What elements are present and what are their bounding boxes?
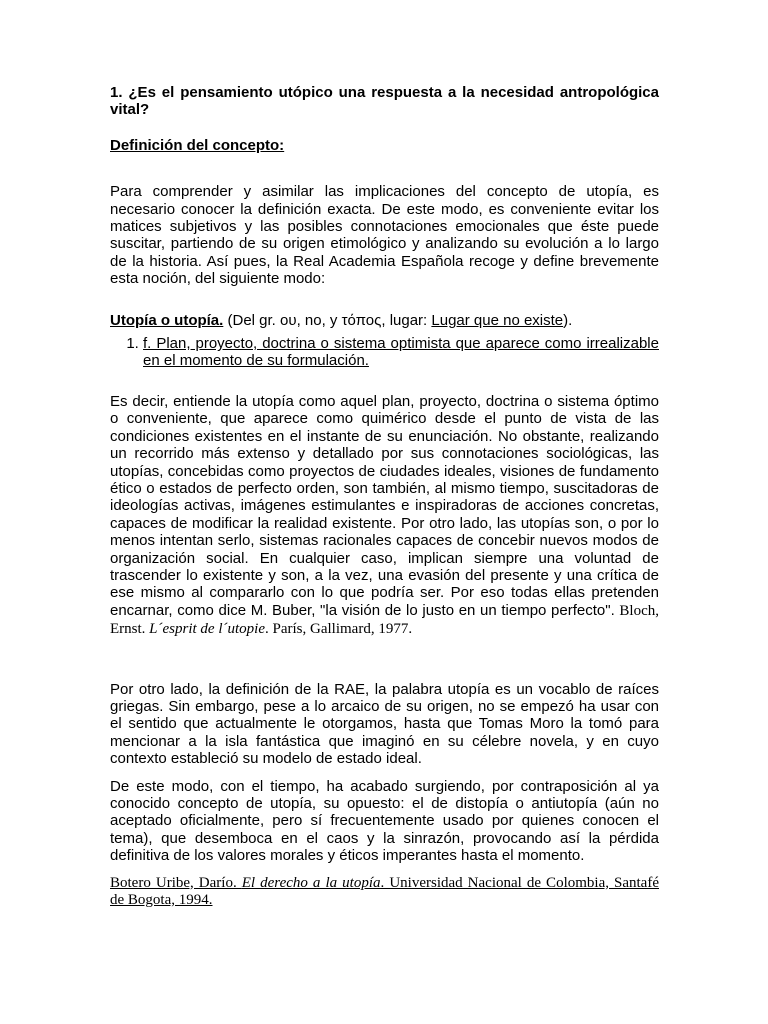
citation-botero-title: El derecho a la utopía — [241, 874, 381, 891]
paragraph-intro: Para comprender y asimilar las implicaciones del concepto de utopía, es necesario conocer la definición exacta. De este modo, es conveniente evitar los matices subjetivos y las posibles connotaciones emocionales que éste puede suscitar, partiendo de su origen etimológico y analizando su evolución a lo largo de la historia. Así pues, la Real Academia Española recoge y define brevemente esta noción, del siguiente modo: — [110, 183, 659, 288]
citation-bloch-title: L´esprit de l´utopie — [149, 621, 265, 638]
etymology-mid2: , lugar: — [381, 311, 432, 329]
paragraph-rae: Por otro lado, la definición de la RAE, la palabra utopía es un vocablo de raíces griegas. Sin embargo, pese a lo arcaico de su origen, no se empezó ha usar con el sentido que actualmente le otorgamos, hasta que Tomas Moro la tomó para mencionar a la isla fantástica que imaginó en su célebre novela, y en cuyo contexto estableció su modelo de estado ideal. — [110, 680, 659, 768]
citation-botero-author: Botero Uribe, Darío. — [110, 874, 242, 891]
etymology-open: (Del gr. — [227, 311, 281, 329]
dictionary-entry — [110, 312, 659, 329]
citation-botero — [110, 875, 659, 910]
dictionary-headword: Utopía o utopía. — [110, 311, 224, 329]
citation-botero-rest: . Universidad Nacional de Colombia, Santafé de Bogota, 1994. — [110, 874, 659, 909]
etymology-close: ). — [563, 311, 573, 329]
citation-bloch-rest: . París, Gallimard, 1977. — [265, 621, 413, 638]
dictionary-senses — [110, 335, 659, 370]
paragraph-explanation-text: Es decir, entiende la utopía como aquel plan, proyecto, doctrina o sistema óptimo o conveniente, que aparece como quimérico desde el punto de vista de las condiciones existentes en el instante de su enunciación. No obstante, realizando un recorrido más extenso y detallado por sus connotaciones sociológicas, las utopías, concebidas como proyectos de ciudades ideales, visiones de fundamento ético o estados de perfecto orden, son también, al mismo tiempo, suscitadoras de ideologías activas, imágenes estimulantes e inspiradoras de acciones concretas, capaces de modificar la realidad existente. Por otro lado, las utopías son, o por lo menos intentan serlo, sistemas racionales capaces de concebir nuevos modos de organización social. En cualquier caso, implican siempre una voluntad de trascender lo existente y son, a la vez, una evasión del presente y una crítica de ese mismo al compararlo con lo que podría ser. Por eso todas ellas pretenden encarnar, como dice M. Buber, "la visión de lo justo en un tiempo perfecto". — [110, 392, 659, 619]
etymology-mid: , no, y — [296, 311, 342, 329]
dictionary-gloss: Lugar que no existe — [431, 311, 564, 329]
document-page — [110, 84, 659, 924]
paragraph-explanation — [110, 393, 659, 639]
greek-ou: ου — [280, 311, 297, 329]
section-heading: Definición del concepto: — [110, 136, 285, 154]
dictionary-sense-1: 1. f. Plan, proyecto, doctrina o sistema optimista que aparece como irrealizable en el momento de su formulación. — [143, 335, 659, 370]
question-heading: 1. ¿Es el pensamiento utópico una respuesta a la necesidad antropológica vital? — [110, 84, 659, 119]
citation-bloch-author: Bloch, Ernst. — [110, 602, 659, 638]
greek-topos: τόπος — [341, 311, 382, 329]
paragraph-distopia: De este modo, con el tiempo, ha acabado surgiendo, por contraposición al ya conocido concepto de utopía, su opuesto: el de distopía o antiutopía (aún no aceptado oficialmente, pero sí frecuentemente usado por quienes conocen el tema), que desemboca en el caos y la sinrazón, provocando así la pérdida definitiva de los valores morales y éticos imperantes hasta el momento. — [110, 777, 659, 865]
